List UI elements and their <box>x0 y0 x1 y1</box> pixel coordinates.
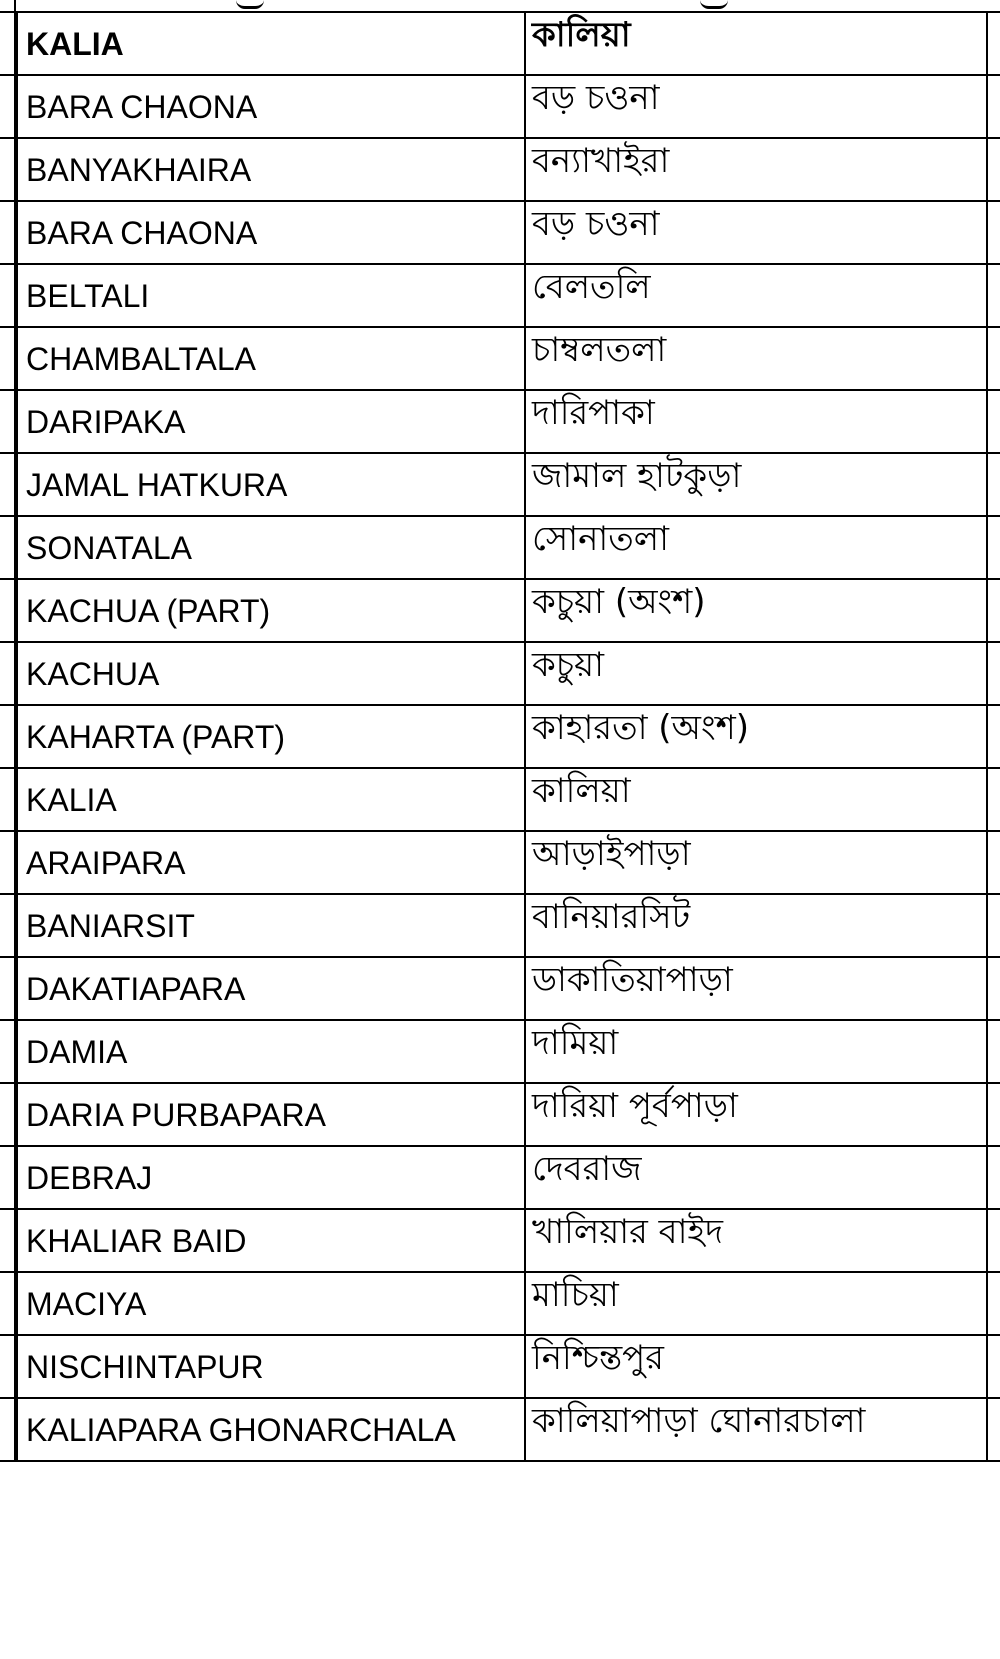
english-place-name: BELTALI <box>17 264 525 327</box>
edge-row-divider <box>0 515 16 517</box>
left-column-edge <box>0 0 16 1462</box>
table-row <box>17 768 987 831</box>
bengali-place-name: দারিপাকা <box>525 390 987 453</box>
bengali-place-name: বানিয়ারসিট <box>525 894 987 957</box>
table-row <box>17 1146 987 1209</box>
edge-row-divider <box>0 1019 16 1021</box>
edge-row-divider <box>0 74 16 76</box>
english-place-name: BANIARSIT <box>17 894 525 957</box>
edge-row-divider <box>0 452 16 454</box>
english-place-name: KACHUA <box>17 642 525 705</box>
english-place-name: JAMAL HATKURA <box>17 453 525 516</box>
edge-row-divider <box>0 1208 16 1210</box>
place-name-table <box>16 11 988 1462</box>
edge-row-divider <box>0 200 16 202</box>
english-place-name: SONATALA <box>17 516 525 579</box>
bengali-place-name: নিশ্চিন্তপুর <box>525 1335 987 1398</box>
english-place-name: KAHARTA (PART) <box>17 705 525 768</box>
bengali-place-name: জামাল হাটকুড়া <box>525 453 987 516</box>
bengali-place-name: চাম্বলতলা <box>525 327 987 390</box>
previous-row-descender <box>700 0 728 9</box>
table-row <box>17 579 987 642</box>
edge-row-divider <box>0 1082 16 1084</box>
table-row <box>17 1335 987 1398</box>
table-row <box>17 1272 987 1335</box>
bengali-place-name: ডাকাতিয়াপাড়া <box>525 957 987 1020</box>
english-place-name: DEBRAJ <box>17 1146 525 1209</box>
bengali-place-name: কচুয়া (অংশ) <box>525 579 987 642</box>
bengali-place-name: বড় চওনা <box>525 201 987 264</box>
bengali-place-name: দামিয়া <box>525 1020 987 1083</box>
bengali-place-name: বড় চওনা <box>525 75 987 138</box>
edge-row-divider <box>0 1271 16 1273</box>
table-row <box>17 453 987 516</box>
edge-row-divider <box>0 641 16 643</box>
previous-row-descender <box>236 0 264 9</box>
bengali-place-name: দারিয়া পূর্বপাড়া <box>525 1083 987 1146</box>
edge-row-divider <box>0 1397 16 1399</box>
english-place-name: ARAIPARA <box>17 831 525 894</box>
table-row <box>17 264 987 327</box>
table-row <box>17 831 987 894</box>
bengali-place-name: বন্যাখাইরা <box>525 138 987 201</box>
bengali-place-name: আড়াইপাড়া <box>525 831 987 894</box>
english-place-name: BANYAKHAIRA <box>17 138 525 201</box>
table-row <box>17 957 987 1020</box>
edge-row-divider <box>0 1460 16 1462</box>
english-place-name: DARIPAKA <box>17 390 525 453</box>
edge-row-divider <box>0 704 16 706</box>
bengali-place-name: বেলতলি <box>525 264 987 327</box>
english-place-name: KHALIAR BAID <box>17 1209 525 1272</box>
english-place-name: BARA CHAONA <box>17 201 525 264</box>
english-place-name: NISCHINTAPUR <box>17 1335 525 1398</box>
bengali-place-name: কালিয়া <box>525 768 987 831</box>
english-place-name: KALIA <box>17 768 525 831</box>
edge-row-divider <box>0 389 16 391</box>
edge-row-divider <box>0 830 16 832</box>
table-row <box>17 390 987 453</box>
header-english-name: KALIA <box>17 12 525 75</box>
english-place-name: DAKATIAPARA <box>17 957 525 1020</box>
bengali-place-name: দেবরাজ <box>525 1146 987 1209</box>
bengali-place-name: কচুয়া <box>525 642 987 705</box>
table-row <box>17 1020 987 1083</box>
table-row <box>17 705 987 768</box>
english-place-name: MACIYA <box>17 1272 525 1335</box>
edge-row-divider <box>0 326 16 328</box>
bengali-place-name: সোনাতলা <box>525 516 987 579</box>
table-row <box>17 327 987 390</box>
edge-row-divider <box>0 893 16 895</box>
english-place-name: DAMIA <box>17 1020 525 1083</box>
table-header-row <box>17 12 987 75</box>
english-place-name: KALIAPARA GHONARCHALA <box>17 1398 525 1461</box>
edge-row-divider <box>0 767 16 769</box>
edge-row-divider <box>0 578 16 580</box>
english-place-name: CHAMBALTALA <box>17 327 525 390</box>
edge-row-divider <box>0 11 16 13</box>
table-row <box>17 894 987 957</box>
table-row <box>17 1398 987 1461</box>
table-row <box>17 642 987 705</box>
table-row <box>17 75 987 138</box>
edge-row-divider <box>0 1334 16 1336</box>
english-place-name: BARA CHAONA <box>17 75 525 138</box>
edge-row-divider <box>0 1145 16 1147</box>
table-row <box>17 1209 987 1272</box>
english-place-name: KACHUA (PART) <box>17 579 525 642</box>
edge-row-divider <box>0 263 16 265</box>
edge-row-divider <box>0 956 16 958</box>
bengali-place-name: কালিয়াপাড়া ঘোনারচালা <box>525 1398 987 1461</box>
table-row <box>17 1083 987 1146</box>
bengali-place-name: কাহারতা (অংশ) <box>525 705 987 768</box>
edge-row-divider <box>0 137 16 139</box>
table-row <box>17 201 987 264</box>
bengali-place-name: মাচিয়া <box>525 1272 987 1335</box>
bengali-place-name: খালিয়ার বাইদ <box>525 1209 987 1272</box>
english-place-name: DARIA PURBAPARA <box>17 1083 525 1146</box>
table-row <box>17 138 987 201</box>
header-bengali-name: কালিয়া <box>525 12 987 75</box>
table-row <box>17 516 987 579</box>
